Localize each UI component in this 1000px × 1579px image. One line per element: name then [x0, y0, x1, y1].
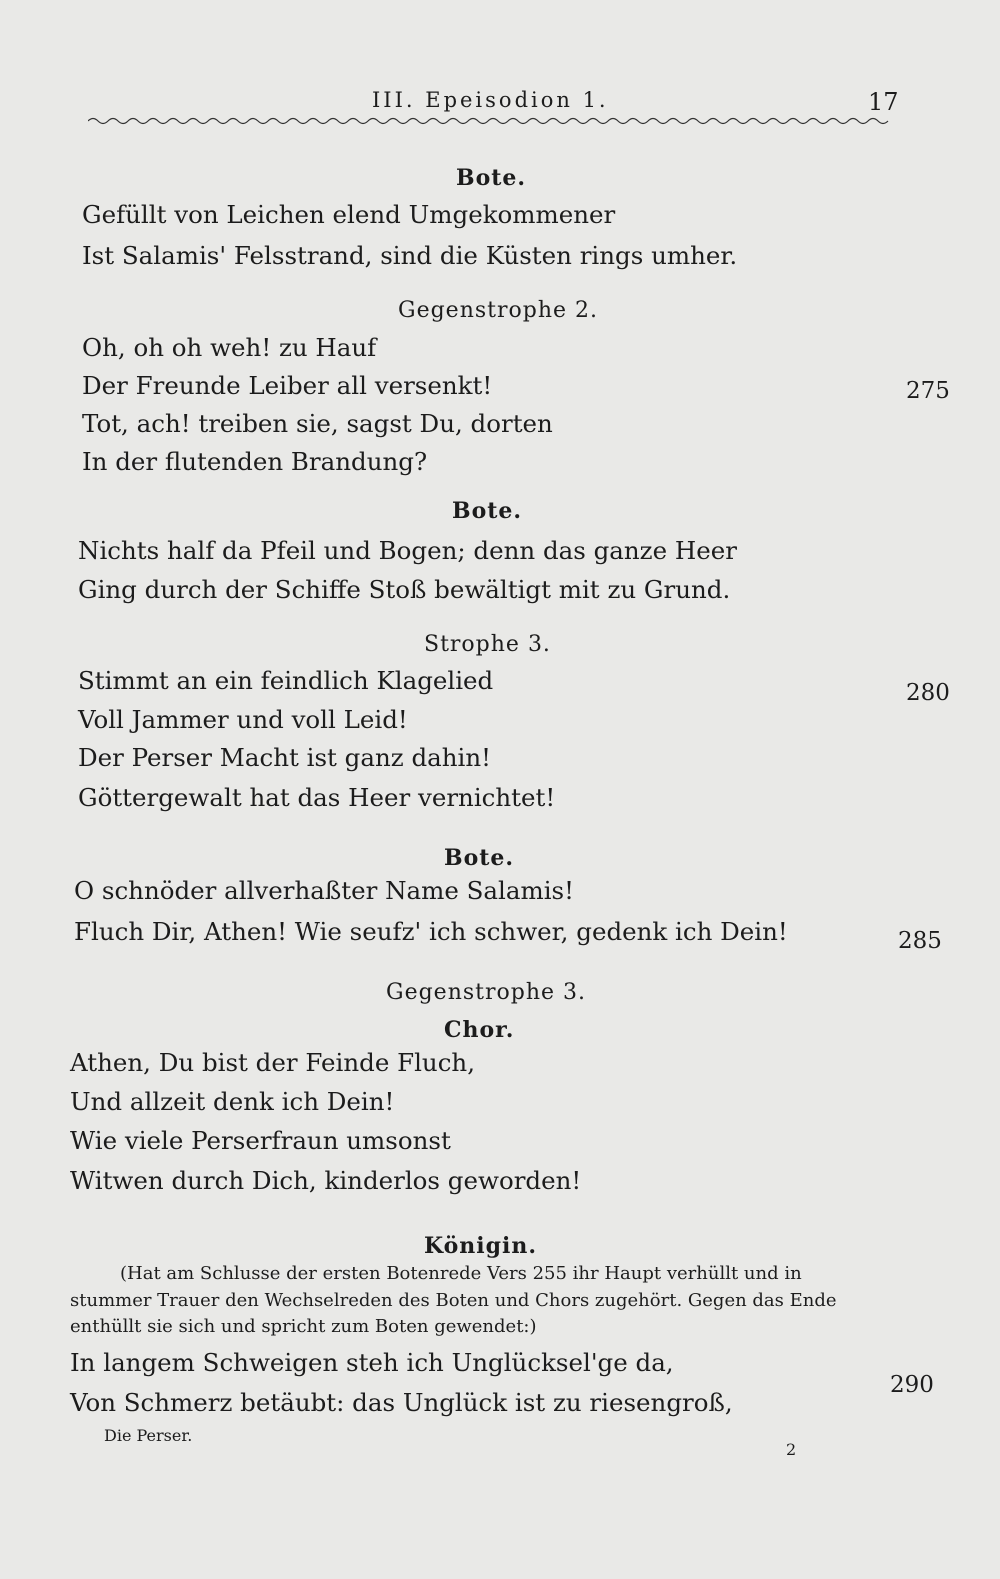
speaker-heading: Bote. [444, 845, 515, 871]
stage-direction: enthüllt sie sich und spricht zum Boten gewendet:) [70, 1316, 537, 1337]
strophe-heading: Gegenstrophe 2. [398, 298, 599, 323]
verse-line: In der flutenden Brandung? [82, 447, 428, 476]
verse-line: Von Schmerz betäubt: das Unglück ist zu riesengroß, [70, 1388, 733, 1417]
verse-line: Voll Jammer und voll Leid! [78, 705, 408, 734]
verse-line: Der Perser Macht ist ganz dahin! [78, 743, 491, 772]
verse-line: Und allzeit denk ich Dein! [70, 1087, 395, 1116]
verse-line: Fluch Dir, Athen! Wie seufz' ich schwer, gedenk ich Dein! [74, 917, 788, 946]
strophe-heading: Gegenstrophe 3. [386, 980, 587, 1005]
verse-line: Wie viele Perserfraun umsonst [70, 1126, 451, 1155]
verse-line: Tot, ach! treiben sie, sagst Du, dorten [82, 409, 553, 438]
verse-line: O schnöder allverhaßter Name Salamis! [74, 876, 574, 905]
verse-line: Ging durch der Schiffe Stoß bewältigt mit zu Grund. [78, 575, 731, 604]
line-number: 285 [898, 928, 942, 954]
page-number: 17 [868, 88, 899, 116]
verse-line: In langem Schweigen steh ich Unglücksel'ge da, [70, 1348, 674, 1377]
verse-line: Stimmt an ein feindlich Klagelied [78, 666, 494, 695]
verse-line: Nichts half da Pfeil und Bogen; denn das ganze Heer [78, 536, 737, 565]
speaker-heading: Bote. [452, 498, 523, 524]
verse-line: Gefüllt von Leichen elend Umgekommener [82, 200, 616, 229]
verse-line: Athen, Du bist der Feinde Fluch, [70, 1048, 476, 1077]
wavy-header-rule [88, 114, 893, 128]
strophe-heading: Strophe 3. [424, 632, 551, 657]
running-title: III. Epeisodion 1. [372, 88, 609, 112]
verse-line: Göttergewalt hat das Heer vernichtet! [78, 783, 556, 812]
verse-line: Der Freunde Leiber all versenkt! [82, 371, 493, 400]
signature-mark: Die Perser. [104, 1426, 193, 1445]
speaker-heading: Königin. [424, 1233, 538, 1259]
stage-direction: stummer Trauer den Wechselreden des Boten und Chors zugehört. Gegen das Ende [70, 1290, 837, 1311]
speaker-heading: Bote. [456, 165, 527, 191]
verse-line: Oh, oh oh weh! zu Hauf [82, 333, 377, 362]
verse-line: Witwen durch Dich, kinderlos geworden! [70, 1166, 582, 1195]
speaker-heading: Chor. [444, 1017, 515, 1043]
line-number: 275 [906, 378, 950, 404]
verse-line: Ist Salamis' Felsstrand, sind die Küsten rings umher. [82, 241, 738, 270]
stage-direction: (Hat am Schlusse der ersten Botenrede Vers 255 ihr Haupt verhüllt und in [120, 1263, 802, 1284]
line-number: 280 [906, 680, 950, 706]
line-number: 290 [890, 1372, 934, 1398]
sheet-number: 2 [786, 1440, 797, 1459]
